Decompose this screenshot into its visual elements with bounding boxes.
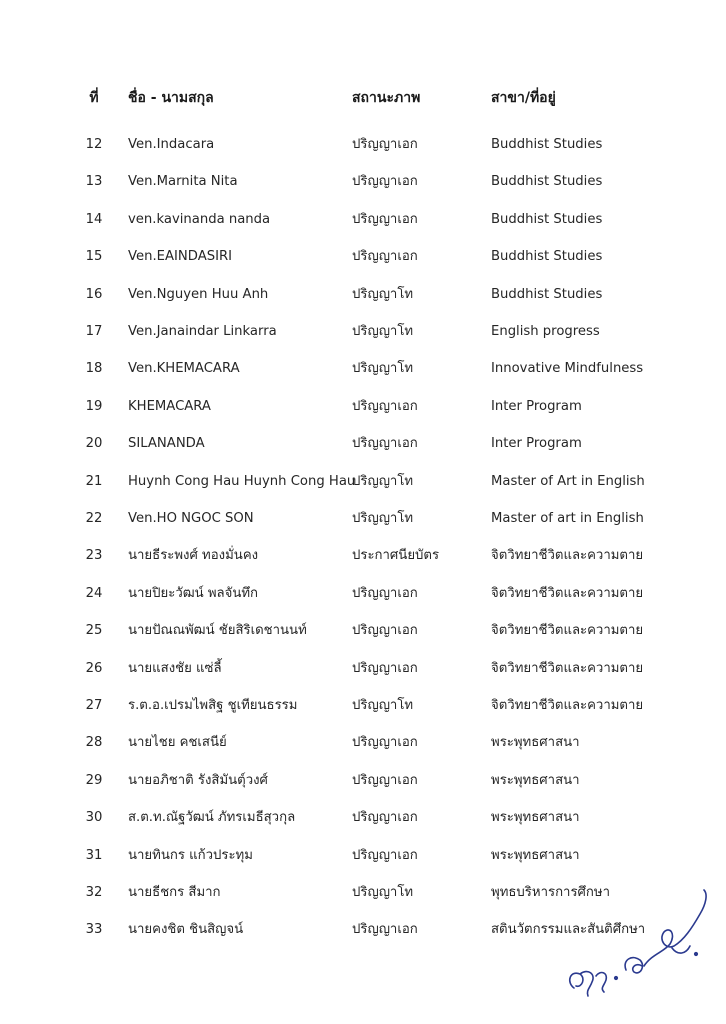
table-row [0, 544, 726, 568]
table-row [0, 507, 726, 531]
row-branch: Buddhist Studies [491, 174, 603, 190]
row-name: นายไชย คชเสนีย์ [128, 735, 227, 751]
row-status: ปริญญาเอก [352, 436, 418, 452]
row-branch: พระพุทธศาสนา [491, 847, 580, 863]
row-number: 18 [85, 361, 103, 377]
table-row [0, 806, 726, 830]
row-status: ประกาศนียบัตร [352, 548, 440, 564]
row-branch: Inter Program [491, 436, 582, 452]
row-status: ปริญญาโท [352, 286, 414, 302]
row-status: ปริญญาเอก [352, 174, 418, 190]
row-branch: จิตวิทยาชีวิตและความตาย [491, 585, 644, 601]
row-name: นายปิยะวัฒน์ พลจันทึก [128, 585, 259, 601]
table-row [0, 694, 726, 718]
row-branch: Inter Program [491, 398, 582, 414]
row-status: ปริญญาเอก [352, 585, 418, 601]
row-status: ปริญญาเอก [352, 623, 418, 639]
row-number: 12 [85, 137, 103, 152]
row-status: ปริญญาโท [352, 698, 414, 713]
row-number: 19 [85, 398, 103, 414]
row-number: 24 [85, 585, 103, 601]
header-status: สถานะภาพ [352, 90, 421, 106]
row-branch: Master of art in English [491, 511, 644, 526]
table-row [0, 619, 726, 643]
row-name: นายธีระพงศ์ ทองมั่นคง [128, 548, 259, 564]
row-status: ปริญญาโท [352, 324, 414, 339]
table-row [0, 320, 726, 344]
row-number: 14 [85, 211, 103, 227]
row-number: 23 [85, 548, 103, 564]
table-row [0, 395, 726, 419]
row-number: 20 [85, 436, 103, 452]
row-name: นายธีชกร สีมาก [128, 885, 221, 900]
row-number: 29 [85, 772, 103, 788]
row-branch: English progress [491, 324, 600, 339]
row-number: 27 [85, 698, 103, 713]
row-name: Ven.EAINDASIRI [128, 249, 233, 265]
row-status: ปริญญาเอก [352, 249, 418, 265]
table-row [0, 133, 726, 157]
row-status: ปริญญาโท [352, 361, 414, 377]
signature-image [560, 870, 720, 1010]
row-number: 16 [85, 286, 103, 302]
row-number: 17 [85, 324, 103, 339]
row-name: Huynh Cong Hau Huynh Cong Hau [128, 473, 356, 489]
row-branch: พุทธบริหารการศึกษา [491, 885, 610, 900]
row-status: ปริญญาโท [352, 885, 414, 900]
row-branch: Master of Art in English [491, 473, 645, 489]
table-row [0, 208, 726, 232]
row-status: ปริญญาเอก [352, 772, 418, 788]
row-number: 31 [85, 847, 103, 863]
row-branch: Innovative Mindfulness [491, 361, 644, 377]
row-branch: จิตวิทยาชีวิตและความตาย [491, 660, 644, 676]
row-name: ร.ต.อ.เปรมไพสิฐ ชูเทียนธรรม [128, 698, 298, 713]
row-status: ปริญญาเอก [352, 735, 418, 751]
row-number: 25 [85, 623, 103, 639]
row-name: นายอภิชาติ รังสิมันตุ์วงศ์ [128, 772, 268, 788]
row-status: ปริญญาเอก [352, 398, 418, 414]
row-number: 28 [85, 735, 103, 751]
row-name: ven.kavinanda nanda [128, 211, 271, 227]
row-status: ปริญญาเอก [352, 137, 418, 152]
row-status: ปริญญาเอก [352, 847, 418, 863]
row-number: 26 [85, 660, 103, 676]
row-status: ปริญญาโท [352, 511, 414, 526]
row-name: Ven.Nguyen Huu Anh [128, 286, 269, 302]
row-branch: พระพุทธศาสนา [491, 772, 580, 788]
table-row [0, 170, 726, 194]
table-row [0, 657, 726, 681]
row-number: 30 [85, 810, 103, 826]
table-row [0, 245, 726, 269]
table-row [0, 731, 726, 755]
row-branch: Buddhist Studies [491, 137, 603, 152]
row-name: SILANANDA [128, 436, 205, 452]
table-row [0, 582, 726, 606]
row-number: 22 [85, 511, 103, 526]
row-branch: พระพุทธศาสนา [491, 735, 580, 751]
header-name: ชื่อ - นามสกุล [128, 90, 214, 106]
row-branch: พระพุทธศาสนา [491, 810, 580, 826]
row-name: Ven.Marnita Nita [128, 174, 238, 190]
table-row [0, 283, 726, 307]
table-row [0, 470, 726, 494]
row-name: นายคงชิต ชินสิญจน์ [128, 922, 244, 938]
row-name: Ven.KHEMACARA [128, 361, 240, 377]
row-name: Ven.Janaindar Linkarra [128, 324, 277, 339]
row-name: นายทินกร แก้วประทุม [128, 847, 253, 863]
row-status: ปริญญาเอก [352, 810, 418, 826]
row-number: 13 [85, 174, 103, 190]
table-row [0, 844, 726, 868]
table-row [0, 357, 726, 381]
row-branch: จิตวิทยาชีวิตและความตาย [491, 548, 644, 564]
row-status: ปริญญาโท [352, 473, 414, 489]
row-branch: จิตวิทยาชีวิตและความตาย [491, 623, 644, 639]
table-row [0, 432, 726, 456]
row-branch: Buddhist Studies [491, 249, 603, 265]
header-branch: สาขา/ที่อยู่ [491, 90, 556, 106]
row-name: Ven.Indacara [128, 137, 215, 152]
row-number: 15 [85, 249, 103, 265]
row-name: KHEMACARA [128, 398, 211, 414]
row-name: Ven.HO NGOC SON [128, 511, 254, 526]
row-name: นายแสงชัย แซ่ลี้ [128, 660, 222, 676]
row-number: 32 [85, 885, 103, 900]
table-row [0, 769, 726, 793]
row-branch: สตินวัตกรรมและสันติศึกษา [491, 922, 646, 938]
header-no: ที่ [89, 90, 99, 106]
table-header [0, 86, 726, 110]
row-branch: Buddhist Studies [491, 286, 603, 302]
row-name: นายปัณณพัฒน์ ชัยสิริเดชานนท์ [128, 623, 307, 639]
row-status: ปริญญาเอก [352, 211, 418, 227]
row-branch: จิตวิทยาชีวิตและความตาย [491, 698, 644, 713]
row-branch: Buddhist Studies [491, 211, 603, 227]
row-name: ส.ต.ท.ณัฐวัฒน์ ภัทรเมธีสุวกุล [128, 810, 296, 826]
row-number: 21 [85, 473, 103, 489]
row-status: ปริญญาเอก [352, 922, 418, 938]
svg-text:ดร. ลิขิต: ดร. ลิขิต [560, 870, 564, 871]
row-status: ปริญญาเอก [352, 660, 418, 676]
row-number: 33 [85, 922, 103, 938]
